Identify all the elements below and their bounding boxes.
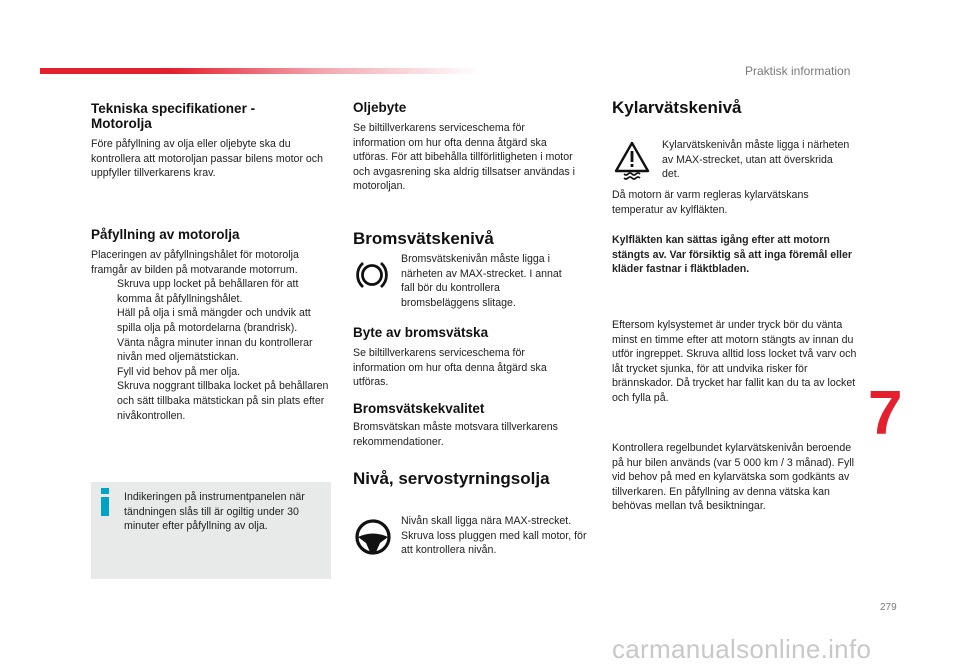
header-accent-bar — [40, 68, 480, 74]
steering-wheel-icon — [353, 517, 393, 557]
steering-fluid-heading: Nivå, servostyrningsolja — [353, 469, 550, 488]
coolant-text: Då motorn är varm regleras kylarvätskans temperatur av kylfläkten. — [612, 189, 809, 216]
info-icon — [98, 488, 112, 516]
brake-fluid-text: Bromsvätskenivån måste ligga i närheten av MAX-strecket. I annat fall bör du kontrollera bromsbeläggens slitage. — [401, 253, 562, 309]
pressure-text: Eftersom kylsystemet är under tryck bör du vänta minst en timme efter att motorn stängts av innan du utför ingreppet. Skruva alltid loss locket två varv och låt trycket sjunka, för att undvika risker för brännskador. Då trycket har fallit kan du ta av locket och fylla på. — [612, 319, 857, 404]
fan-warning-text: Kylfläkten kan sättas igång efter att motorn stängts av. Var försiktig så att inga föremål eller kläder fastnar i fläktbladen. — [612, 234, 853, 276]
list-item: Skruva noggrant tillbaka locket på behållaren och sätt tillbaka mätstickan på sin plats efter nivåkontrollen. — [117, 380, 329, 422]
fill-section — [91, 248, 331, 423]
fill-heading: Påfyllning av motorolja — [91, 227, 240, 242]
list-item: Skruva upp locket på behållaren för att komma åt påfyllningshålet. — [117, 278, 299, 305]
hot-coolant-warning-icon — [614, 141, 650, 181]
page-number: 279 — [880, 602, 897, 613]
brake-warning-icon — [354, 257, 390, 293]
brake-change-heading: Byte av bromsvätska — [353, 325, 489, 340]
fill-steps-list — [91, 277, 331, 423]
list-item: Fyll vid behov på mer olja. — [117, 365, 241, 378]
chapter-number: 7 — [868, 379, 903, 448]
section-title: Praktisk information — [745, 64, 851, 78]
steering-fluid-text: Nivån skall ligga nära MAX-strecket. Skruva loss pluggen med kall motor, för att kontrollera nivån. — [401, 515, 587, 557]
coolant-heading: Kylarvätskenivå — [612, 98, 742, 117]
spec-heading: Tekniska specifikationer - Motorolja — [91, 101, 256, 131]
brake-fluid-heading: Bromsvätskenivå — [353, 229, 494, 248]
brake-quality-text: Bromsvätskan måste motsvara tillverkarens rekommendationer. — [353, 421, 558, 448]
watermark: carmanualsonline.info — [612, 634, 872, 664]
fill-intro: Placeringen av påfyllningshålet för motorolja framgår av bilden på motvarande motorrum. — [91, 249, 299, 276]
coolant-icon-text: Kylarvätskenivån måste ligga i närheten av MAX-strecket, utan att överskrida det. — [662, 139, 850, 181]
oil-change-heading: Oljebyte — [353, 100, 407, 115]
oil-change-text: Se biltillverkarens serviceschema för information om hur ofta denna åtgärd ska utföras. För att bibehålla tillförlitligheten i motor och avgasrening ska aldrig tillsatser användas i motoroljan. — [353, 122, 576, 193]
brake-change-text: Se biltillverkarens serviceschema för information om hur ofta denna åtgärd ska utföras. — [353, 347, 547, 389]
list-item: Vänta några minuter innan du kontrollerar nivån med oljemätstickan. — [117, 336, 313, 364]
brake-quality-heading: Bromsvätskekvalitet — [353, 401, 485, 416]
info-text: Indikeringen på instrumentpanelen när tändningen slås till är ogiltig under 30 minuter efter påfyllning av olja. — [124, 491, 305, 533]
list-item: Häll på olja i små mängder och undvik att spilla olja på motordelarna (brandrisk). — [117, 307, 311, 334]
check-text: Kontrollera regelbundet kylarvätskenivån beroende på hur bilen används (var 5 000 km / 3 månad). Fyll vid behov på med en kylarvätska som godkänts av tillverkaren. En påfyllning av denna vätska kan behövas mellan två besiktningar. — [612, 442, 855, 513]
spec-text: Före påfyllning av olja eller oljebyte ska du kontrollera att motoroljan passar bilens motor och uppfyller tillverkarens krav. — [91, 138, 323, 180]
